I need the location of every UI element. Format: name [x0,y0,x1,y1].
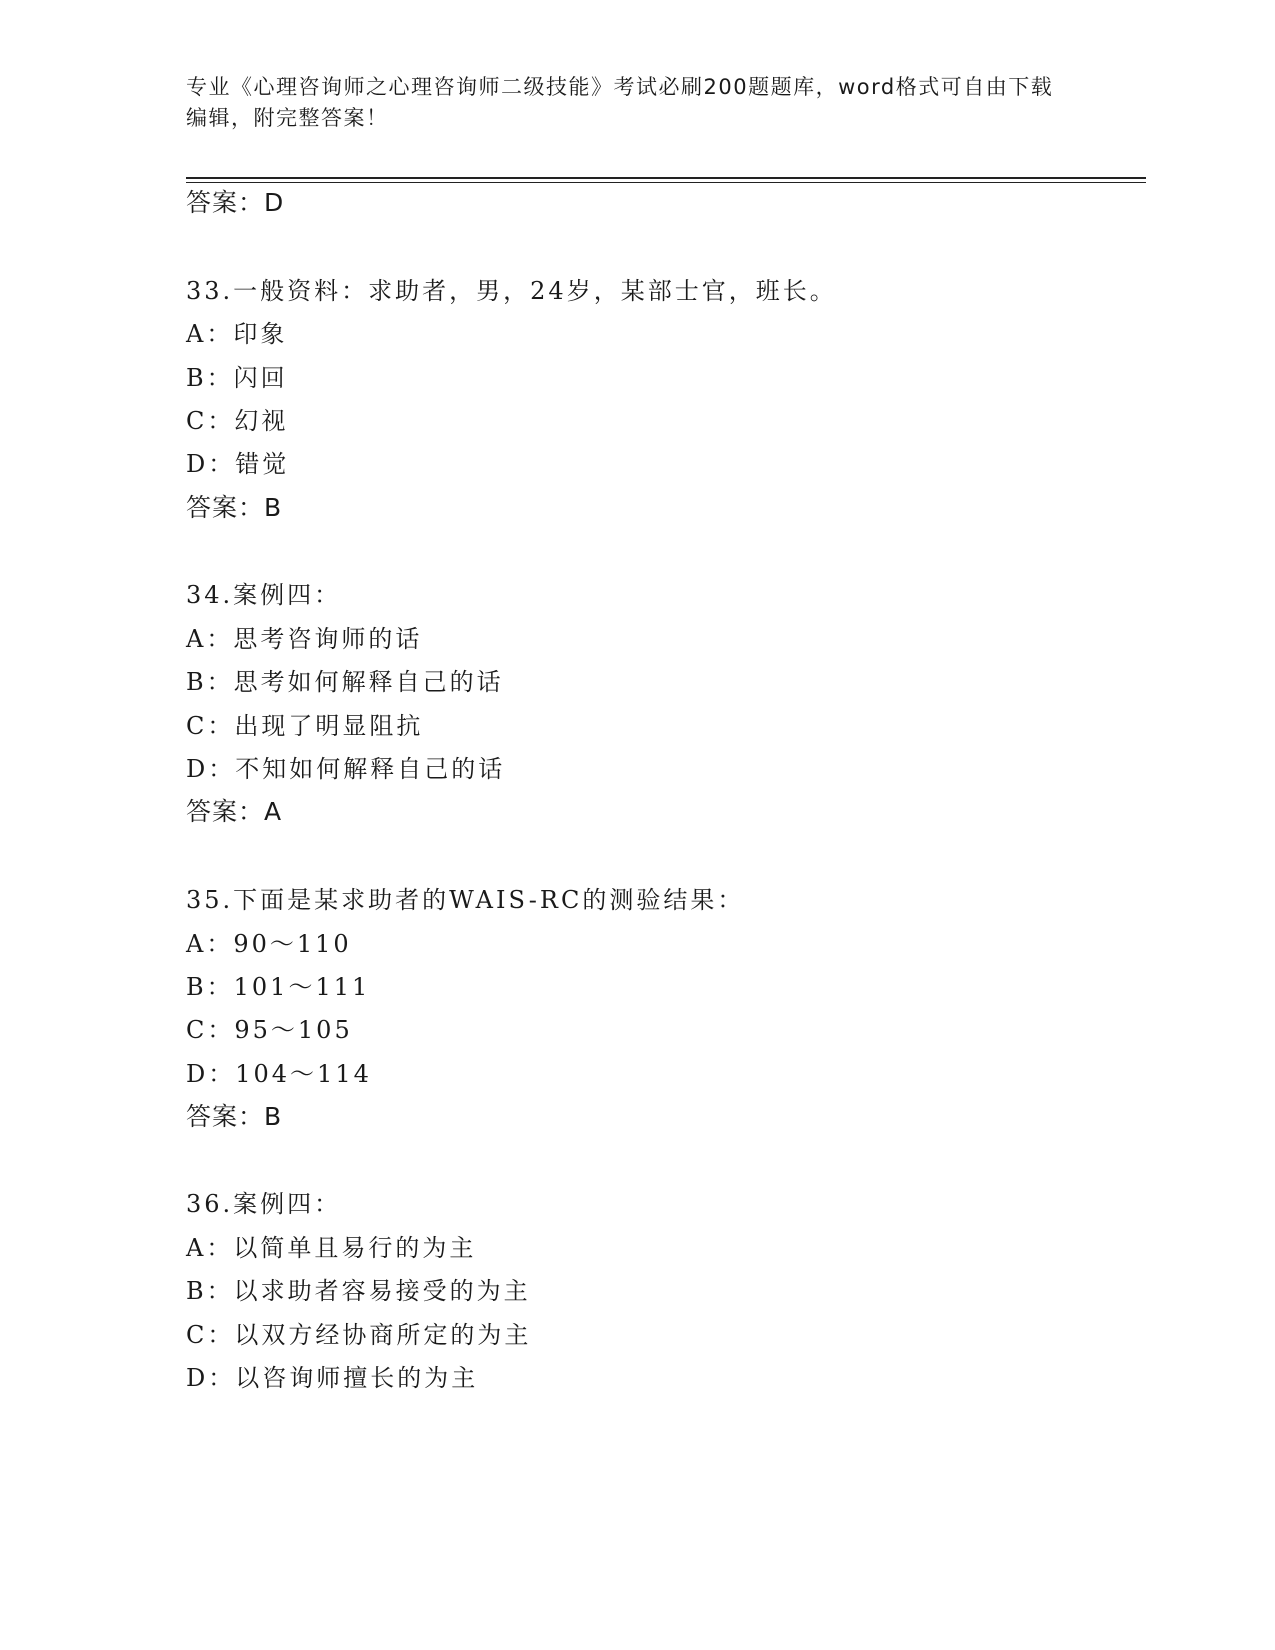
question-33-answer: 答案：B [186,493,283,522]
question-34-option-a: A：思考咨询师的话 [186,625,423,653]
question-36-option-b: B：以求助者容易接受的为主 [186,1277,531,1305]
question-33-option-b: B：闪回 [186,364,288,392]
question-34-answer: 答案：A [186,797,283,826]
question-35-option-b: B：101～111 [186,973,371,1001]
question-35-option-c: C：95～105 [186,1016,353,1044]
question-36-option-a: A：以简单且易行的为主 [186,1234,477,1262]
question-36-option-d: D：以咨询师擅长的为主 [186,1364,479,1392]
question-33-stem: 33.一般资料：求助者，男，24岁，某部士官，班长。 [186,277,837,305]
header-description: 专业《心理咨询师之心理咨询师二级技能》考试必刷200题题库，word格式可自由下载编辑，附完整答案！ [186,75,1054,130]
question-33-option-d: D：错觉 [186,450,290,478]
question-36-option-c: C：以双方经协商所定的为主 [186,1321,532,1349]
question-36-stem: 36.案例四： [186,1190,342,1218]
question-35-answer: 答案：B [186,1102,283,1131]
question-34-stem: 34.案例四： [186,581,342,609]
header-divider [186,177,1146,183]
answer-previous: 答案：D [186,188,285,217]
question-34-option-d: D：不知如何解释自己的话 [186,755,506,783]
question-34-option-c: C：出现了明显阻抗 [186,712,424,740]
question-34-option-b: B：思考如何解释自己的话 [186,668,504,696]
question-35-option-d: D：104～114 [186,1060,372,1088]
question-35-option-a: A：90～110 [186,930,352,958]
question-33-option-c: C：幻视 [186,407,289,435]
question-35-stem: 35.下面是某求助者的WAIS-RC的测验结果： [186,886,745,914]
question-33-option-a: A：印象 [186,320,288,348]
